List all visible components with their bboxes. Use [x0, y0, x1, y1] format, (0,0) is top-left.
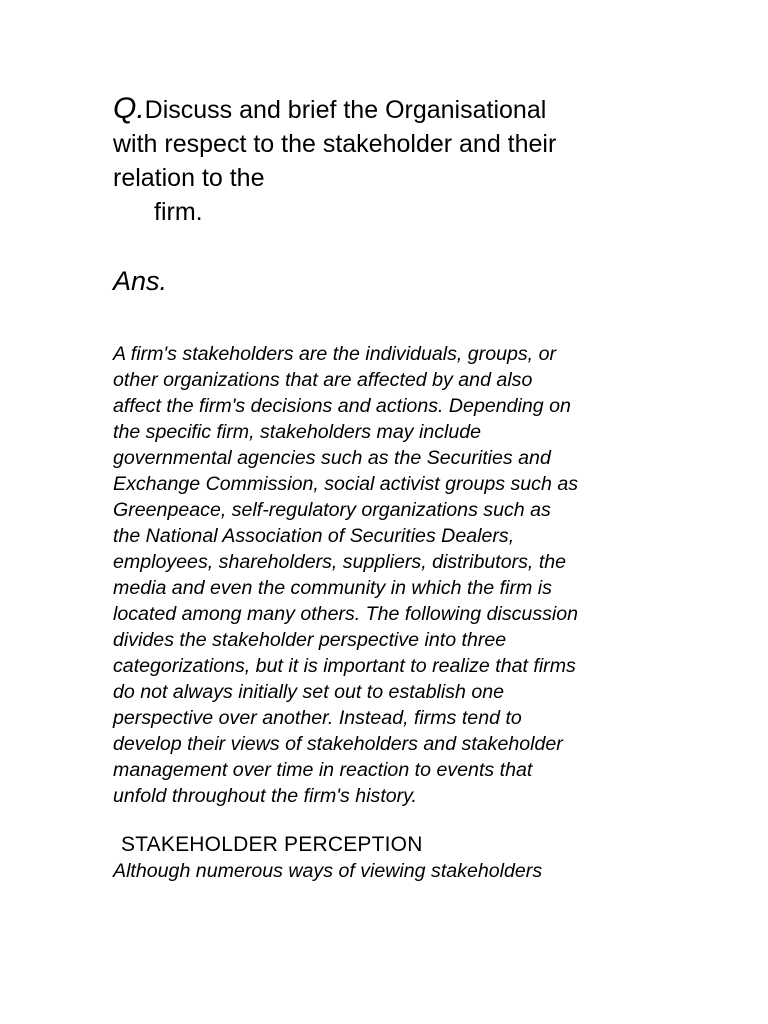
question-line: [113, 92, 673, 127]
answer-line: employees, shareholders, suppliers, distributors, the: [113, 551, 567, 573]
question-block: [113, 92, 673, 229]
answer-line: divides the stakeholder perspective into three: [113, 629, 507, 651]
answer-line: Greenpeace, self-regulatory organizations such as: [113, 499, 551, 521]
question-line: firm.: [154, 198, 203, 226]
question-text: Discuss and brief the Organisational: [144, 96, 547, 124]
answer-line: affect the firm's decisions and actions. Depending on: [113, 395, 571, 417]
answer-label: Ans.: [113, 266, 168, 296]
answer-line: governmental agencies such as the Securities and: [113, 447, 551, 469]
answer-line: categorizations, but it is important to realize that firms: [113, 655, 576, 677]
answer-line: do not always initially set out to establish one: [113, 681, 505, 703]
section-heading: STAKEHOLDER PERCEPTION: [121, 833, 423, 856]
answer-line: located among many others. The following discussion: [113, 603, 579, 625]
answer-line: management over time in reaction to events that: [113, 759, 533, 781]
answer-line: the specific firm, stakeholders may include: [113, 421, 482, 443]
question-marker: Q.: [113, 92, 145, 125]
answer-line: other organizations that are affected by and also: [113, 369, 533, 391]
answer-line: Exchange Commission, social activist groups such as: [113, 473, 579, 495]
answer-line: the National Association of Securities Dealers,: [113, 525, 515, 547]
question-line: relation to the: [113, 164, 265, 192]
question-line: with respect to the stakeholder and their: [113, 130, 557, 158]
section-text: Although numerous ways of viewing stakeholders: [113, 860, 543, 882]
answer-line: A firm's stakeholders are the individuals, groups, or: [113, 343, 556, 365]
answer-line: unfold throughout the firm's history.: [113, 785, 417, 807]
answer-line: perspective over another. Instead, firms tend to: [113, 707, 522, 729]
answer-paragraph: [113, 341, 673, 809]
answer-line: media and even the community in which the firm is: [113, 577, 552, 599]
answer-line: develop their views of stakeholders and stakeholder: [113, 733, 563, 755]
